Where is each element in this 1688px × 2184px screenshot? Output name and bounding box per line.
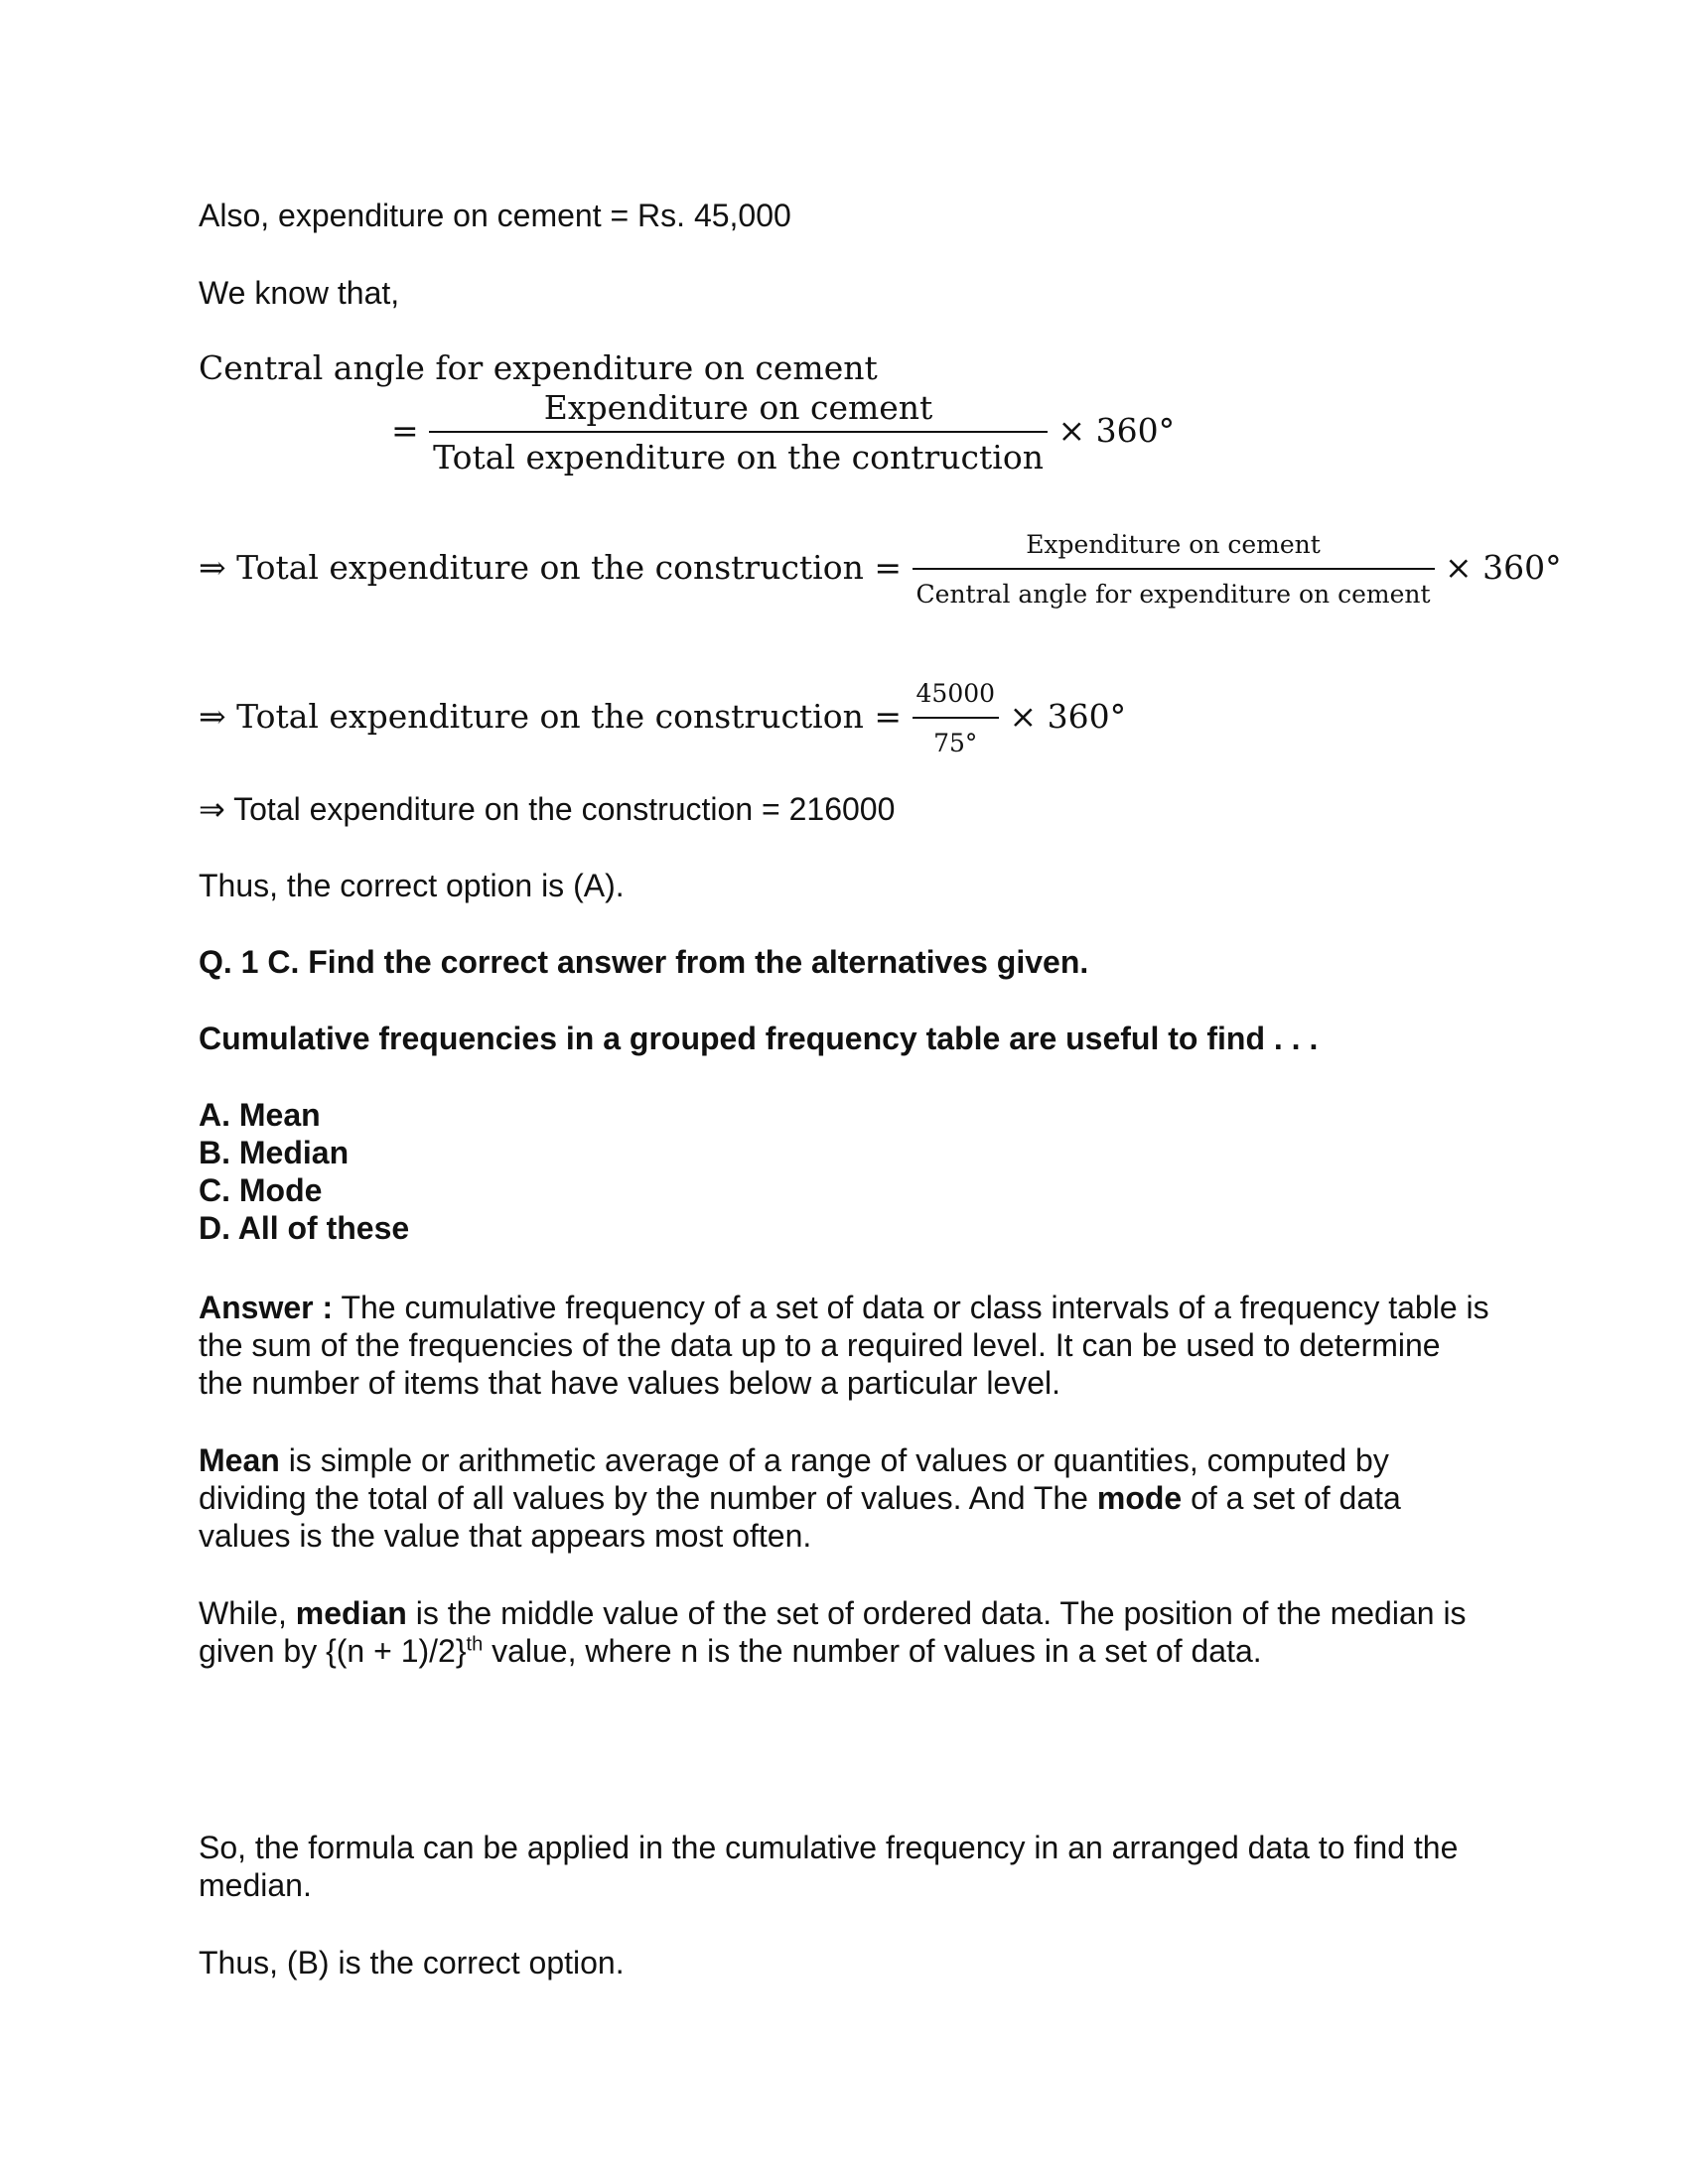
- formula-paragraph: So, the formula can be applied in the cumulative frequency in an arranged data to find the median.: [199, 1830, 1459, 1903]
- equation-1-equals: =: [391, 411, 419, 450]
- equation-1-fraction: [429, 389, 1048, 477]
- equation-3-denominator: 75°: [933, 729, 978, 757]
- result-line: ⇒ Total expenditure on the construction = 216000: [199, 791, 896, 827]
- median-lead: While,: [199, 1595, 296, 1631]
- mean-term: Mean: [199, 1442, 280, 1478]
- answer-paragraph: [199, 1289, 1489, 1402]
- equation-3: [199, 675, 1126, 762]
- conclusion-line: Thus, (B) is the correct option.: [199, 1945, 625, 1980]
- equation-1-numerator: Expenditure on cement: [429, 389, 1048, 433]
- mode-term: mode: [1096, 1480, 1183, 1516]
- median-definition-end: value, where n is the number of values in a set of data.: [483, 1633, 1262, 1669]
- equation-2: [199, 526, 1562, 614]
- equation-2-numerator: Expenditure on cement: [913, 526, 1435, 570]
- equation-2-lhs: ⇒ Total expenditure on the construction =: [199, 548, 903, 587]
- equation-2-fraction: [913, 526, 1435, 614]
- mean-mode-paragraph: [199, 1441, 1489, 1555]
- equation-3-numerator: 45000: [913, 675, 1000, 719]
- option-c: C. Mode: [199, 1172, 323, 1208]
- equation-3-multiplier: × 360°: [1009, 697, 1127, 736]
- equation-1-denominator: Total expenditure on the contruction: [433, 438, 1044, 477]
- median-superscript: th: [466, 1633, 484, 1656]
- cement-expenditure-line: Also, expenditure on cement = Rs. 45,000: [199, 198, 791, 233]
- question-stem: Cumulative frequencies in a grouped frequency table are useful to find . . .: [199, 1021, 1319, 1056]
- equation-2-multiplier: × 360°: [1445, 548, 1562, 587]
- equation-3-fraction: [913, 675, 1000, 762]
- option-a: A. Mean: [199, 1097, 321, 1133]
- median-paragraph: [199, 1594, 1489, 1670]
- we-know-line: We know that,: [199, 275, 400, 311]
- mean-definition: is simple or arithmetic average of a range of values or quantities, computed by dividing the total of all values by the number of values. And The: [199, 1442, 1389, 1516]
- option-d: D. All of these: [199, 1210, 410, 1246]
- equation-1-label: Central angle for expenditure on cement: [199, 348, 878, 387]
- mode-definition: of a set of data values is the value that appears most often.: [199, 1480, 1401, 1554]
- answer-text: The cumulative frequency of a set of data or class intervals of a frequency table is the sum of the frequencies of the data up to a required level. It can be used to determine the number of items that have values below a particular level.: [199, 1290, 1489, 1401]
- median-term: median: [295, 1595, 407, 1631]
- equation-1-multiplier: × 360°: [1057, 411, 1176, 450]
- question-heading: Q. 1 C. Find the correct answer from the alternatives given.: [199, 944, 1089, 980]
- option-list: [199, 1096, 409, 1247]
- correct-option-a-line: Thus, the correct option is (A).: [199, 868, 625, 903]
- equation-2-denominator: Central angle for expenditure on cement: [915, 580, 1431, 609]
- median-definition: is the middle value of the set of ordered data. The position of the median is given by {(n + 1)/2}: [199, 1595, 1467, 1669]
- equation-1: [391, 389, 1175, 477]
- equation-3-lhs: ⇒ Total expenditure on the construction =: [199, 697, 903, 736]
- option-b: B. Median: [199, 1135, 350, 1170]
- answer-label: Answer :: [199, 1290, 334, 1325]
